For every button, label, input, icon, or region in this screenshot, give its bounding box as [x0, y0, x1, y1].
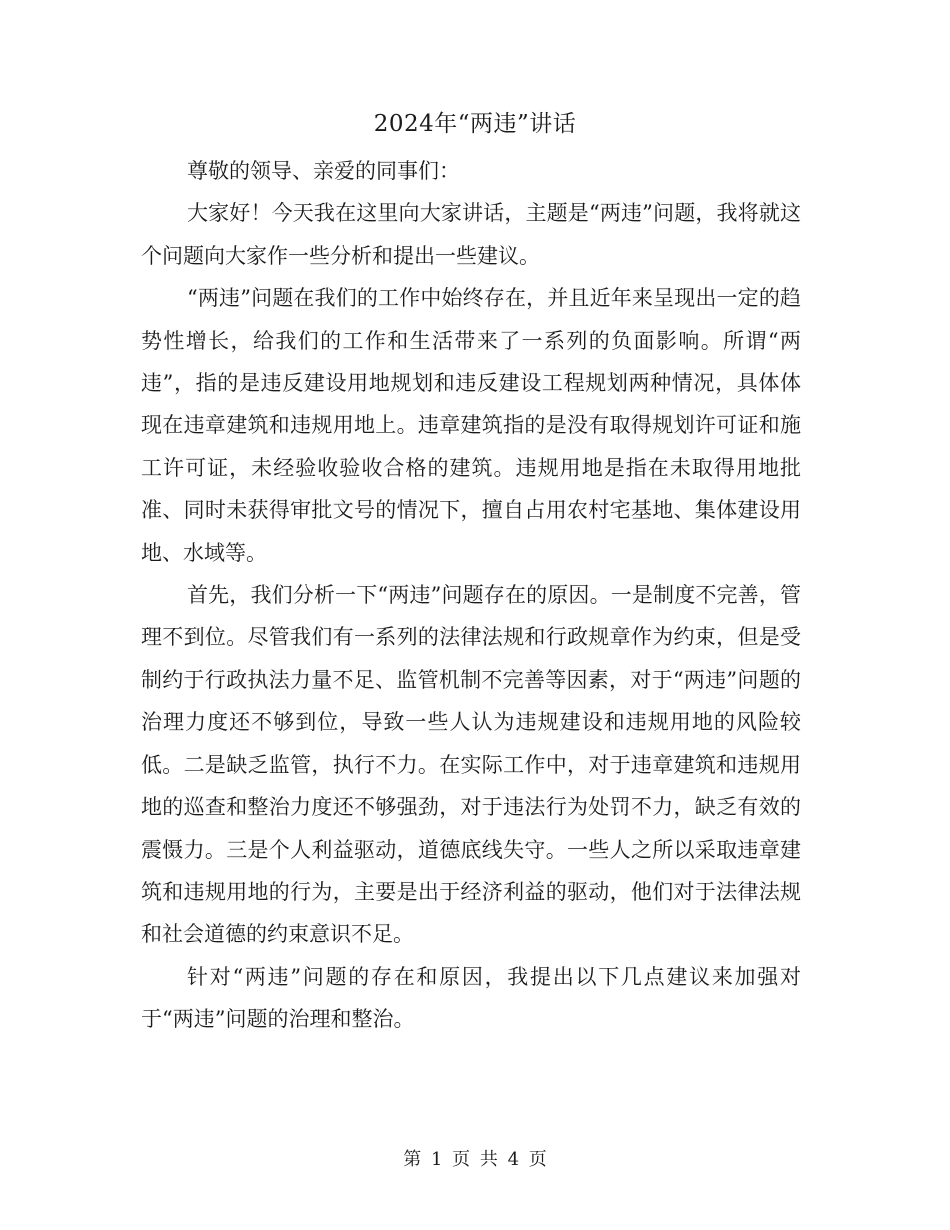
- opening-paragraph: 大家好！今天我在这里向大家讲话，主题是“两违”问题，我将就这个问题向大家作一些分析和提出一些建议。: [141, 201, 801, 268]
- definition-paragraph: “两违”问题在我们的工作中始终存在，并且近年来呈现出一定的趋势性增长，给我们的工作和生活带来了一系列的负面影响。所谓“两违”，指的是违反建设用地规划和违反建设工程规划两种情况，具体体现在违章建筑和违规用地上。违章建筑指的是没有取得规划许可证和施工许可证，未经验收验收合格的建筑。违规用地是指在未取得用地批准、同时未获得审批文号的情况下，擅自占用农村宅基地、集体建设用地、水域等。: [141, 286, 801, 565]
- document-body: [141, 150, 801, 1041]
- suggestions-intro-paragraph: 针对“两违”问题的存在和原因，我提出以下几点建议来加强对于“两违”问题的治理和整治。: [141, 964, 801, 1032]
- salutation-paragraph: 尊敬的领导、亲爱的同事们：: [187, 159, 460, 183]
- page-number-footer: 第 1 页 共 4 页: [403, 1149, 547, 1170]
- document-title: 2024年“两违”讲话: [373, 111, 577, 137]
- causes-paragraph: 首先，我们分析一下“两违”问题存在的原因。一是制度不完善，管理不到位。尽管我们有一系列的法律法规和行政规章作为约束，但是受制约于行政执法力量不足、监管机制不完善等因素，对于“两违”问题的治理力度还不够到位，导致一些人认为违规建设和违规用地的风险较低。二是缺乏监管，执行不力。在实际工作中，对于违章建筑和违规用地的巡查和整治力度还不够强劲，对于违法行为处罚不力，缺乏有效的震慑力。三是个人利益驱动，道德底线失守。一些人之所以采取违章建筑和违规用地的行为，主要是出于经济利益的驱动，他们对于法律法规和社会道德的约束意识不足。: [141, 583, 801, 947]
